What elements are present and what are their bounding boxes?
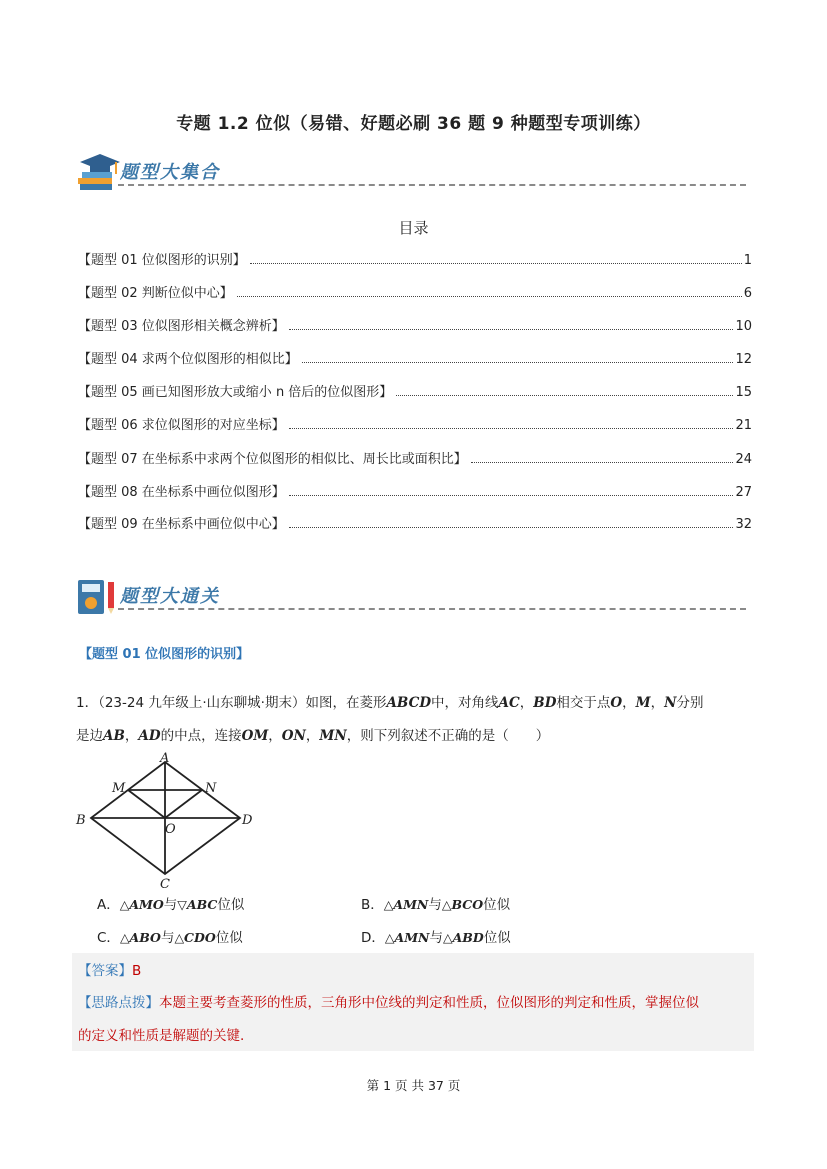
math-symbol: △AMN <box>383 897 429 912</box>
hint-label: 【思路点拨】 <box>78 995 159 1011</box>
toc-item-page: 12 <box>735 352 752 367</box>
question-number: 1． <box>76 695 99 711</box>
toc-leader <box>302 362 734 363</box>
document-title: 专题 1.2 位似（易错、好题必刷 36 题 9 种题型专项训练） <box>176 114 651 134</box>
toc-leader <box>289 329 734 330</box>
toc-leader <box>396 395 733 396</box>
toc-item[interactable] <box>78 347 752 367</box>
toc-item[interactable] <box>78 512 752 532</box>
math-symbol: AC <box>498 695 520 711</box>
toc-item-page: 32 <box>735 517 752 532</box>
toc-item-label: 【题型 01 位似图形的识别】 <box>78 253 246 268</box>
option-text: 与 <box>160 930 175 946</box>
banner-divider <box>118 608 746 610</box>
question-text: 中，对角线 <box>431 695 499 711</box>
toc-item[interactable] <box>78 413 752 433</box>
option-text: 与 <box>429 930 443 946</box>
option-key: C． <box>97 930 120 946</box>
math-symbol: ▽ABC <box>177 897 218 912</box>
math-symbol: OM <box>241 728 269 744</box>
option-text: 位似 <box>483 897 511 913</box>
calculator-pencil-icon <box>76 576 120 616</box>
option-c[interactable] <box>97 926 243 946</box>
toc-leader <box>289 495 734 496</box>
math-symbol: △AMN <box>384 930 430 945</box>
hint-text: 本题主要考查菱形的性质，三角形中位线的判定和性质，位似图形的判定和性质，掌握位似 <box>159 995 699 1011</box>
toc-item-label: 【题型 02 判断位似中心】 <box>78 286 233 301</box>
toc-item-page: 24 <box>735 452 752 467</box>
question-text: ， <box>305 728 320 744</box>
question-line-1 <box>76 690 756 716</box>
option-a[interactable] <box>97 893 244 913</box>
label-b: B <box>76 813 86 828</box>
toc-item[interactable] <box>78 248 752 268</box>
section-title: 【题型 01 位似图形的识别】 <box>79 647 250 662</box>
question-text: ， <box>124 728 139 744</box>
math-symbol: △CDO <box>174 930 216 945</box>
option-key: A． <box>97 897 120 913</box>
question-source: （23-24 九年级上·山东聊城·期末） <box>98 695 306 711</box>
toc-item-label: 【题型 08 在坐标系中画位似图形】 <box>78 485 285 500</box>
math-symbol: △BCO <box>441 897 484 912</box>
math-symbol: △AMO <box>119 897 164 912</box>
toc-item[interactable] <box>78 281 752 301</box>
toc-leader <box>289 527 734 528</box>
option-text: 位似 <box>217 897 245 913</box>
option-text: 位似 <box>483 930 511 946</box>
toc-item-page: 27 <box>735 485 752 500</box>
page-footer: 第 1 页 共 37 页 <box>366 1078 461 1093</box>
question-text: ， <box>650 695 665 711</box>
toc-leader <box>471 462 734 463</box>
toc-item[interactable] <box>78 314 752 334</box>
math-symbol: ABCD <box>386 695 432 711</box>
math-symbol: △ABO <box>119 930 161 945</box>
option-d[interactable] <box>361 926 511 946</box>
option-text: 位似 <box>215 930 243 946</box>
math-symbol: MN <box>319 728 347 744</box>
hint-line-2: 的定义和性质是解题的关键. <box>78 1028 245 1044</box>
toc-heading: 目录 <box>398 219 429 237</box>
toc-item[interactable] <box>78 480 752 500</box>
answer-label: 【答案】 <box>78 963 132 979</box>
toc-item-page: 1 <box>743 253 752 268</box>
banner-question-practice <box>76 576 746 616</box>
math-symbol: AB <box>103 728 125 744</box>
hint-line-1 <box>78 991 754 1011</box>
toc-item-page: 6 <box>743 286 752 301</box>
question-text: ，则下列叙述不正确的是（ ） <box>346 728 550 744</box>
question-text: ， <box>519 695 534 711</box>
answer-line <box>78 959 141 979</box>
label-o: O <box>165 822 176 837</box>
math-symbol: M <box>635 695 651 711</box>
toc-item-label: 【题型 09 在坐标系中画位似中心】 <box>78 517 285 532</box>
question-text: 是边 <box>76 728 103 744</box>
toc-item-label: 【题型 07 在坐标系中求两个位似图形的相似比、周长比或面积比】 <box>78 452 467 467</box>
toc-item-label: 【题型 03 位似图形相关概念辨析】 <box>78 319 285 334</box>
option-text: 与 <box>163 897 178 913</box>
label-c: C <box>160 877 170 888</box>
toc-item-page: 21 <box>735 418 752 433</box>
toc-leader <box>289 428 734 429</box>
question-text: 相交于点 <box>556 695 611 711</box>
banner-question-types <box>76 152 746 192</box>
question-text: ， <box>268 728 282 744</box>
question-line-2 <box>76 723 756 749</box>
toc-item[interactable] <box>78 380 752 400</box>
graduation-books-icon <box>76 152 120 192</box>
toc-item-label: 【题型 06 求位似图形的对应坐标】 <box>78 418 285 433</box>
math-symbol: AD <box>138 728 161 744</box>
label-n: N <box>205 781 217 796</box>
math-symbol: △ABD <box>442 930 484 945</box>
question-text: 分别 <box>676 695 704 711</box>
segment-on <box>165 790 202 818</box>
segment-om <box>128 790 165 818</box>
question-text: ， <box>622 695 636 711</box>
toc-item-label: 【题型 04 求两个位似图形的相似比】 <box>78 352 298 367</box>
math-symbol: N <box>664 695 677 711</box>
question-text: 的中点，连接 <box>160 728 242 744</box>
toc-item-page: 15 <box>735 385 752 400</box>
question-text: 如图，在菱形 <box>305 695 387 711</box>
toc-item-label: 【题型 05 画已知图形放大或缩小 n 倍后的位似图形】 <box>78 385 393 400</box>
option-key: B． <box>361 897 384 913</box>
label-d: D <box>242 813 253 828</box>
option-text: 与 <box>428 897 442 913</box>
math-symbol: ON <box>281 728 306 744</box>
math-symbol: O <box>610 695 623 711</box>
toc-leader <box>237 296 742 297</box>
toc-leader <box>250 263 742 264</box>
toc-item[interactable] <box>78 447 752 467</box>
banner-divider <box>118 184 746 186</box>
banner-label: 题型大通关 <box>120 586 220 607</box>
answer-value: B <box>132 963 142 979</box>
rhombus-figure <box>74 752 264 888</box>
math-symbol: BD <box>533 695 557 711</box>
label-m: M <box>112 781 126 796</box>
option-key: D． <box>361 930 385 946</box>
toc-item-page: 10 <box>735 319 752 334</box>
banner-label: 题型大集合 <box>120 162 220 183</box>
label-a: A <box>160 752 170 766</box>
option-b[interactable] <box>361 893 510 913</box>
